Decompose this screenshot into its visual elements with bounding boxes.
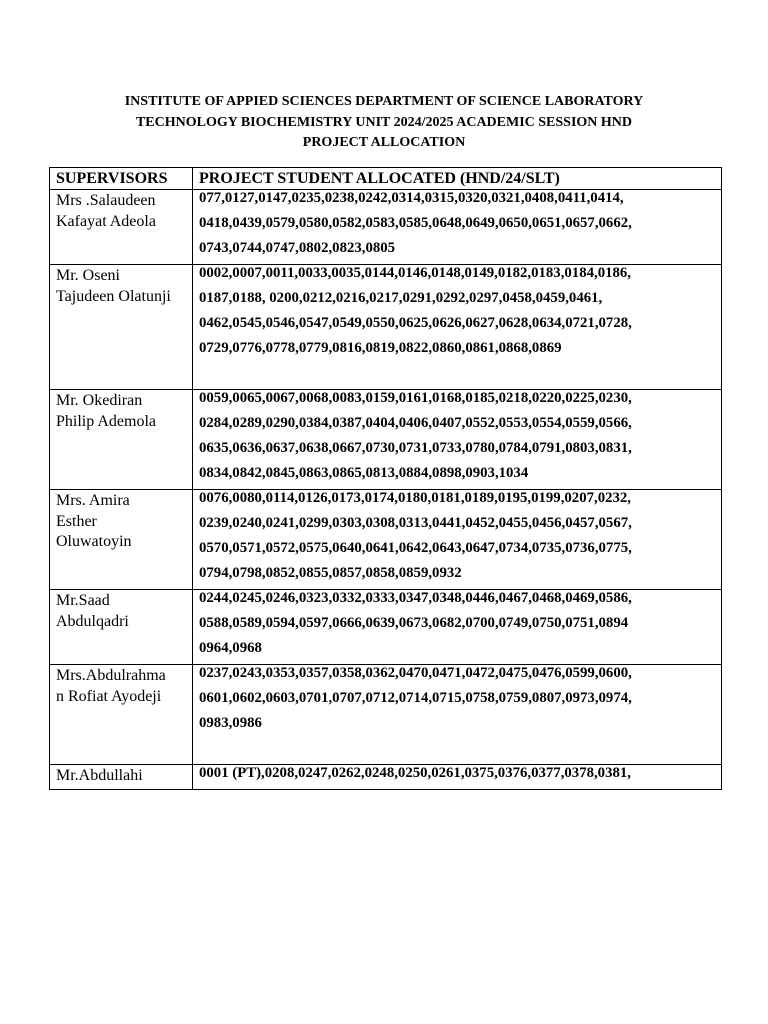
supervisor-cell bbox=[50, 390, 193, 490]
supervisor-cell bbox=[50, 490, 193, 590]
student-ids-line: 0239,0240,0241,0299,0303,0308,0313,0441,0452,0455,0456,0457,0567, bbox=[199, 515, 632, 531]
student-ids-line: 0794,0798,0852,0855,0857,0858,0859,0932 bbox=[199, 565, 462, 581]
students-cell bbox=[193, 590, 722, 665]
student-ids-line: 0462,0545,0546,0547,0549,0550,0625,0626,0627,0628,0634,0721,0728, bbox=[199, 315, 632, 331]
header-supervisors: SUPERVISORS bbox=[50, 168, 193, 190]
supervisor-name-line: Mr. Okediran bbox=[56, 392, 143, 409]
supervisor-name-line: Esther bbox=[56, 512, 97, 530]
student-ids-line: 0570,0571,0572,0575,0640,0641,0642,0643,0647,0734,0735,0736,0775, bbox=[199, 540, 632, 556]
students-cell bbox=[193, 490, 722, 590]
document-title bbox=[60, 92, 708, 154]
supervisor-name-line: Mrs.Abdulrahma bbox=[56, 667, 166, 684]
student-ids-line: 0244,0245,0246,0323,0332,0333,0347,0348,0446,0467,0468,0469,0586, bbox=[199, 590, 632, 606]
supervisor-name-line: Mr.Abdullahi bbox=[56, 767, 143, 784]
student-ids-line: 0059,0065,0067,0068,0083,0159,0161,0168,0185,0218,0220,0225,0230, bbox=[199, 390, 632, 406]
student-ids-line: 0729,0776,0778,0779,0816,0819,0822,0860,0861,0868,0869 bbox=[199, 340, 562, 356]
table-row bbox=[50, 665, 722, 765]
student-ids-line: 0983,0986 bbox=[199, 715, 262, 731]
table-row bbox=[50, 490, 722, 590]
header-students: PROJECT STUDENT ALLOCATED (HND/24/SLT) bbox=[193, 168, 722, 190]
supervisor-name-line: Philip Ademola bbox=[56, 412, 156, 430]
supervisor-cell bbox=[50, 590, 193, 665]
supervisor-name-line: Mrs. Amira bbox=[56, 492, 130, 509]
student-ids-line: 0418,0439,0579,0580,0582,0583,0585,0648,0649,0650,0651,0657,0662, bbox=[199, 215, 632, 231]
supervisor-name-line: Abdulqadri bbox=[56, 612, 129, 630]
student-ids-line: 0237,0243,0353,0357,0358,0362,0470,0471,0472,0475,0476,0599,0600, bbox=[199, 665, 632, 681]
student-ids-line: 0001 (PT),0208,0247,0262,0248,0250,0261,0375,0376,0377,0378,0381, bbox=[199, 765, 631, 781]
student-ids-line: 0284,0289,0290,0384,0387,0404,0406,0407,0552,0553,0554,0559,0566, bbox=[199, 415, 632, 431]
student-ids-line: 0635,0636,0637,0638,0667,0730,0731,0733,0780,0784,0791,0803,0831, bbox=[199, 440, 632, 456]
student-ids-line: 0187,0188, 0200,0212,0216,0217,0291,0292,0297,0458,0459,0461, bbox=[199, 290, 603, 306]
students-cell bbox=[193, 390, 722, 490]
students-cell bbox=[193, 190, 722, 265]
table-row bbox=[50, 190, 722, 265]
supervisor-name-line: Oluwatoyin bbox=[56, 533, 132, 550]
table-row bbox=[50, 590, 722, 665]
students-cell bbox=[193, 265, 722, 390]
student-ids-line: 0076,0080,0114,0126,0173,0174,0180,0181,0189,0195,0199,0207,0232, bbox=[199, 490, 631, 506]
supervisor-name-line: Kafayat Adeola bbox=[56, 212, 156, 230]
supervisor-name-line: Mr. Oseni bbox=[56, 267, 120, 284]
student-ids-line: 0601,0602,0603,0701,0707,0712,0714,0715,0758,0759,0807,0973,0974, bbox=[199, 690, 632, 706]
supervisor-cell bbox=[50, 265, 193, 390]
supervisor-name-line: Tajudeen Olatunji bbox=[56, 287, 171, 305]
student-ids-line: 0588,0589,0594,0597,0666,0639,0673,0682,0700,0749,0750,0751,0894 bbox=[199, 615, 629, 631]
supervisor-name-line: Mr.Saad bbox=[56, 592, 110, 609]
title-line-1: INSTITUTE OF APPIED SCIENCES DEPARTMENT OF SCIENCE LABORATORY bbox=[124, 94, 644, 109]
supervisor-name-line: n Rofiat Ayodeji bbox=[56, 687, 162, 705]
supervisor-name-line: Mrs .Salaudeen bbox=[56, 192, 156, 209]
title-line-2: TECHNOLOGY BIOCHEMISTRY UNIT 2024/2025 ACADEMIC SESSION HND bbox=[135, 114, 633, 130]
student-ids-line: 0834,0842,0845,0863,0865,0813,0884,0898,0903,1034 bbox=[199, 465, 529, 481]
student-ids-line: 077,0127,0147,0235,0238,0242,0314,0315,0320,0321,0408,0411,0414, bbox=[199, 190, 624, 206]
table-row bbox=[50, 265, 722, 390]
table-row bbox=[50, 765, 722, 790]
title-line-3: PROJECT ALLOCATION bbox=[302, 135, 466, 150]
supervisor-cell bbox=[50, 190, 193, 265]
allocation-table bbox=[49, 167, 722, 790]
student-ids-line: 0964,0968 bbox=[199, 640, 262, 656]
student-ids-line: 0002,0007,0011,0033,0035,0144,0146,0148,0149,0182,0183,0184,0186, bbox=[199, 265, 631, 281]
table-row bbox=[50, 390, 722, 490]
supervisor-cell bbox=[50, 665, 193, 765]
students-cell bbox=[193, 765, 722, 790]
supervisor-cell bbox=[50, 765, 193, 790]
student-ids-line: 0743,0744,0747,0802,0823,0805 bbox=[199, 240, 396, 256]
students-cell bbox=[193, 665, 722, 765]
